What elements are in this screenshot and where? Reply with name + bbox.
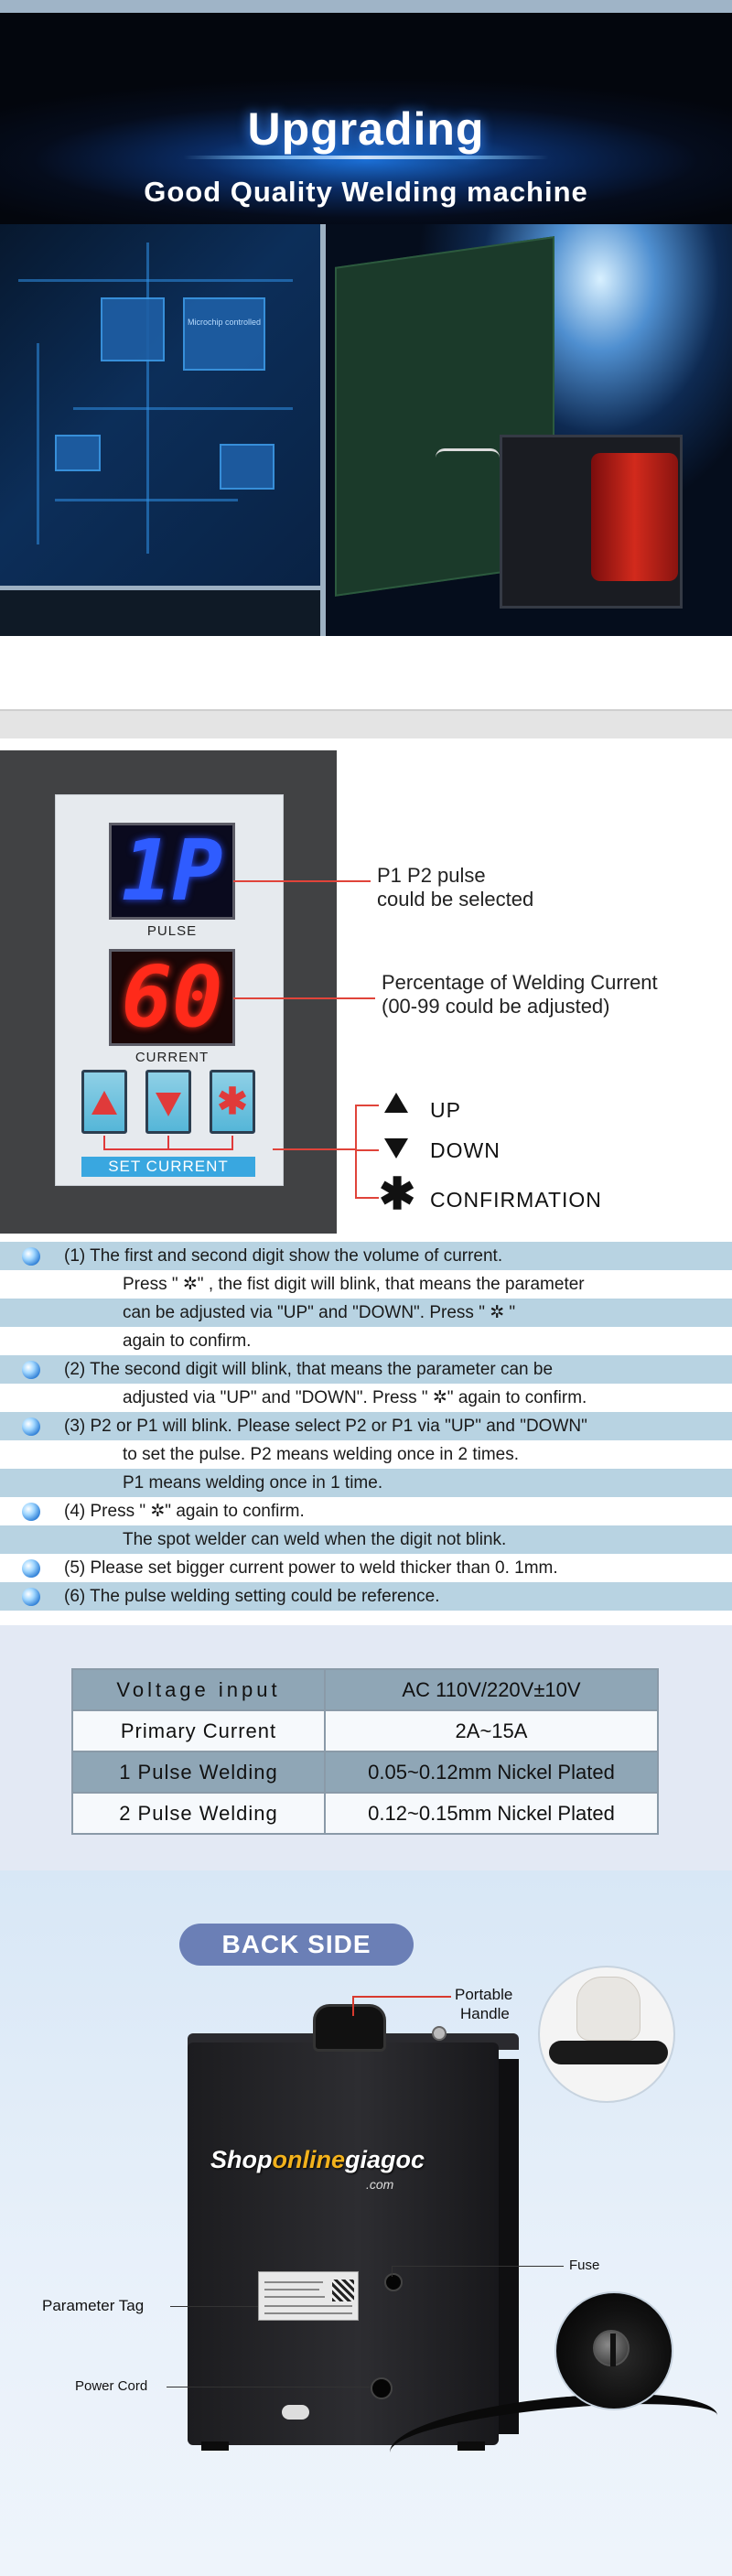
pulse-display: 1P (109, 823, 235, 920)
spec-key: 1 Pulse Welding (72, 1751, 325, 1793)
button-connector (103, 1136, 105, 1148)
legend-bracket (355, 1105, 357, 1198)
down-arrow-icon (384, 1138, 408, 1159)
logo-part-shop: Shop (210, 2146, 273, 2173)
machine-knob (432, 2026, 447, 2041)
logo-text (210, 2146, 425, 2174)
set-current-label: SET CURRENT (81, 1157, 255, 1177)
spec-row (72, 1669, 658, 1710)
circuit-trace (37, 343, 39, 544)
instruction-text: (5) Please set bigger current power to weld thicker than 0. 1mm. (64, 1558, 558, 1578)
spec-row (72, 1793, 658, 1834)
legend-tick (355, 1197, 379, 1199)
fuse-callout-line (392, 2266, 564, 2267)
machine-badge (282, 2405, 309, 2420)
hero-top-bar (0, 0, 732, 13)
spec-row (72, 1710, 658, 1751)
tag-text-line (264, 2312, 352, 2314)
instruction-row (0, 1582, 732, 1611)
instruction-list (0, 1242, 732, 1611)
hero-subtitle: Good Quality Welding machine (144, 176, 588, 208)
fuse-holder (384, 2273, 403, 2291)
instruction-text: The spot welder can weld when the digit not blink. (123, 1530, 507, 1549)
spec-row (72, 1751, 658, 1793)
glove-hand-image (576, 1977, 640, 2041)
legend-confirm-text: CONFIRMATION (430, 1188, 602, 1212)
spec-value: AC 110V/220V±10V (325, 1669, 658, 1710)
current-callout-line (233, 997, 375, 999)
instruction-row (0, 1299, 732, 1327)
instruction-row (0, 1497, 732, 1525)
machine-foot (201, 2441, 229, 2451)
bullet-icon (22, 1503, 40, 1521)
instruction-row (0, 1469, 732, 1497)
power-cord-label: Power Cord (75, 2378, 148, 2394)
legend-down-text: DOWN (430, 1138, 501, 1162)
up-button[interactable] (81, 1070, 127, 1134)
spec-key: 2 Pulse Welding (72, 1793, 325, 1834)
handle-label-1: Portable (455, 1986, 513, 2003)
handle-bar-image (549, 2041, 668, 2064)
pulse-callout-text-1: P1 P2 pulse (377, 864, 486, 887)
buttons-callout-line (273, 1148, 357, 1150)
up-arrow-icon (384, 1093, 408, 1113)
button-connector (167, 1136, 169, 1148)
instruction-text: (3) P2 or P1 will blink. Please select P2 or P1 via "UP" and "DOWN" (64, 1417, 587, 1436)
current-label: CURRENT (135, 1050, 210, 1065)
shop-logo (210, 2137, 425, 2201)
handle-label-2: Handle (460, 2005, 510, 2022)
current-callout-text-2: (00-99 could be adjusted) (382, 995, 610, 1018)
circuit-trace (146, 243, 149, 554)
portable-handle (313, 2004, 386, 2052)
circuit-board-image (0, 224, 320, 586)
circuit-trace (73, 407, 293, 410)
machine-side (499, 2059, 519, 2434)
pulse-label: PULSE (146, 923, 198, 939)
spec-value: 0.12~0.15mm Nickel Plated (325, 1793, 658, 1834)
tag-callout-line (170, 2306, 258, 2307)
circuit-chip (183, 297, 265, 371)
bullet-icon (22, 1588, 40, 1606)
section-divider (0, 709, 732, 738)
down-button[interactable] (145, 1070, 191, 1134)
circuit-trace (55, 499, 238, 501)
transformer-coil (591, 453, 678, 581)
handle-callout-line (352, 1996, 354, 2016)
instruction-row (0, 1525, 732, 1554)
circuit-image-footer (0, 590, 320, 636)
instruction-row (0, 1412, 732, 1440)
bullet-icon (22, 1361, 40, 1379)
hero-banner (0, 0, 732, 224)
bullet-icon (22, 1559, 40, 1578)
fuse-label: Fuse (569, 2258, 600, 2273)
circuit-trace (18, 279, 293, 282)
legend-tick (355, 1149, 379, 1151)
parameter-tag-label: Parameter Tag (42, 2297, 145, 2314)
arrow-up-icon (92, 1091, 117, 1115)
circuit-chip (55, 435, 101, 471)
screw-slot (610, 2333, 616, 2366)
tag-text-line (264, 2305, 352, 2307)
bullet-icon (22, 1247, 40, 1266)
pulse-callout-line (233, 880, 371, 882)
instruction-row (0, 1440, 732, 1469)
hero-light-flare (183, 156, 549, 159)
logo-part-giagoc: giagoc (345, 2146, 425, 2173)
tag-text-line (264, 2296, 325, 2298)
handle-closeup (538, 1966, 675, 2103)
instruction-row (0, 1384, 732, 1412)
parameter-tag (258, 2271, 359, 2321)
spec-value: 0.05~0.12mm Nickel Plated (325, 1751, 658, 1793)
instruction-row (0, 1554, 732, 1582)
welder-machine-back (188, 2042, 499, 2445)
instruction-text: P1 means welding once in 1 time. (123, 1473, 383, 1493)
chip-label: Microchip controlled (187, 318, 262, 327)
instruction-text: again to confirm. (123, 1331, 252, 1351)
fuse-closeup (554, 2291, 673, 2410)
logo-domain: .com (366, 2177, 394, 2192)
current-callout-text-1: Percentage of Welding Current (382, 971, 658, 994)
instruction-text: adjusted via "UP" and "DOWN". Press " ✲" again to confirm. (123, 1388, 587, 1407)
spec-table (71, 1668, 659, 1835)
transformer-wire (436, 448, 500, 467)
spec-key: Voltage input (72, 1669, 325, 1710)
machine-foot (458, 2441, 485, 2451)
spec-value: 2A~15A (325, 1710, 658, 1751)
asterisk-icon: ✱ (379, 1170, 416, 1219)
legend-tick (355, 1105, 379, 1106)
button-connector (103, 1148, 233, 1150)
confirm-button[interactable] (210, 1070, 255, 1134)
instruction-text: (1) The first and second digit show the volume of current. (64, 1246, 503, 1266)
tag-text-line (264, 2281, 323, 2283)
qr-code-icon (332, 2280, 354, 2301)
instruction-text: Press " ✲" , the fist digit will blink, that means the parameter (123, 1275, 585, 1294)
instruction-text: can be adjusted via "UP" and "DOWN". Press " ✲ " (123, 1303, 516, 1322)
control-panel (55, 794, 284, 1186)
tag-text-line (264, 2289, 319, 2290)
fuse-callout-line (392, 2266, 393, 2277)
instruction-row (0, 1327, 732, 1355)
legend-up-text: UP (430, 1098, 461, 1122)
handle-callout-line (352, 1996, 451, 1998)
fuse-screw-icon (593, 2330, 630, 2366)
current-display: 60 (109, 949, 235, 1046)
button-connector (231, 1136, 233, 1148)
asterisk-icon: ✱ (217, 1082, 248, 1122)
back-side-title: BACK SIDE (179, 1924, 414, 1966)
instruction-row (0, 1270, 732, 1299)
instruction-text: (6) The pulse welding setting could be reference. (64, 1587, 440, 1606)
arrow-down-icon (156, 1093, 181, 1116)
circuit-chip (101, 297, 165, 361)
power-cord-socket (371, 2377, 393, 2399)
instruction-text: (2) The second digit will blink, that means the parameter can be (64, 1360, 554, 1379)
instruction-row (0, 1355, 732, 1384)
spec-key: Primary Current (72, 1710, 325, 1751)
hero-title: Upgrading (247, 103, 485, 155)
bullet-icon (22, 1417, 40, 1436)
circuit-chip (220, 444, 274, 490)
transformer-image (326, 224, 732, 636)
pulse-callout-text-2: could be selected (377, 888, 534, 911)
instruction-text: (4) Press " ✲" again to confirm. (64, 1502, 305, 1521)
logo-part-online: online (272, 2146, 345, 2173)
instruction-text: to set the pulse. P2 means welding once in 2 times. (123, 1445, 520, 1464)
instruction-row (0, 1242, 732, 1270)
